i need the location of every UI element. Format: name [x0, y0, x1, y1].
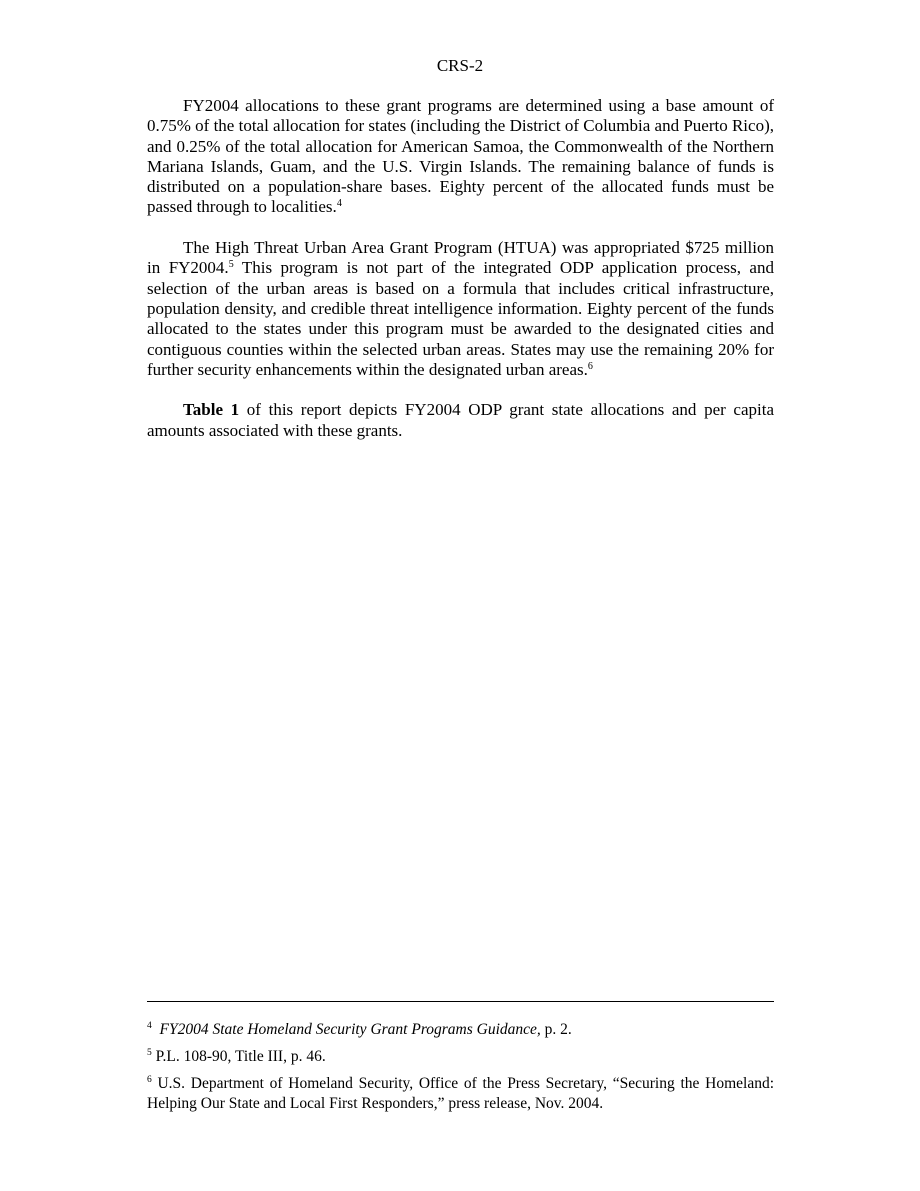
paragraph-text: of this report depicts FY2004 ODP grant state allocations and per capita amounts associated with these grants.: [147, 400, 774, 440]
footnote-italic-title: FY2004 State Homeland Security Grant Programs Guidance,: [159, 1021, 541, 1038]
footnote-number: 6: [147, 1075, 152, 1085]
footnote-text: p. 2.: [540, 1021, 572, 1038]
footnote-number: 5: [147, 1048, 152, 1058]
paragraph-text: The High Threat Urban Area Grant Program (HTUA) was appropriated $725 million in FY2004.: [147, 238, 774, 278]
paragraph-text: This program is not part of the integrated ODP application process, and selection of the urban areas is based on a formula that includes critical infrastructure, population density, and credible threat intelligence information. Eighty percent of the funds allocated to the states under this program must be awarded to the designated cities and contiguous counties within the selected urban areas. States may use the remaining 20% for further security enhancements within the designated urban areas.: [147, 258, 774, 379]
footnote-reference[interactable]: 6: [587, 360, 593, 372]
footnote-text: P.L. 108-90, Title III, p. 46.: [155, 1048, 326, 1065]
paragraph-htua: [147, 238, 774, 380]
page-number-header: CRS-2: [436, 56, 484, 75]
paragraph-text: FY2004 allocations to these grant programs are determined using a base amount of 0.75% of the total allocation for states (including the District of Columbia and Puerto Rico), and 0.25% of the total allocation for American Samoa, the Commonwealth of the Northern Mariana Islands, Guam, and the U.S. Virgin Islands. The remaining balance of funds is distributed on a population-share bases. Eighty percent of the allocated funds must be passed through to localities.: [147, 96, 774, 217]
footnote-divider: [147, 1001, 774, 1002]
table-reference-link[interactable]: Table 1: [183, 400, 240, 420]
paragraph-table-reference: [147, 400, 774, 441]
footnote-text: U.S. Department of Homeland Security, Office of the Press Secretary, “Securing the Homeland: Helping Our State and Local First Responders,” press release, Nov. 2004.: [147, 1075, 774, 1112]
footnote-4: [147, 1020, 774, 1040]
footnote-6: [147, 1074, 774, 1113]
footnote-reference[interactable]: 4: [336, 198, 342, 210]
footnote-reference[interactable]: 5: [228, 259, 234, 271]
footnote-number: 4: [147, 1021, 152, 1031]
footnote-5: [147, 1047, 774, 1067]
paragraph-allocations: [147, 96, 774, 218]
footnotes: [147, 1020, 774, 1121]
body-text: [147, 96, 774, 461]
